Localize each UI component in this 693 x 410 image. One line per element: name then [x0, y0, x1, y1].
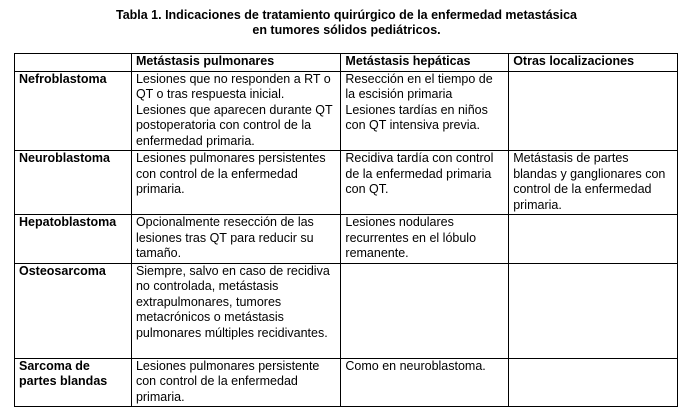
- header-cell-hepaticas: Metástasis hepáticas: [341, 54, 509, 72]
- table-row: [15, 263, 678, 358]
- caption-line-2: en tumores sólidos pediátricos.: [252, 23, 441, 37]
- otras-cell: [509, 71, 678, 151]
- table-caption: [0, 0, 693, 37]
- tumor-name-cell: Neuroblastoma: [15, 151, 132, 215]
- header-cell-tumor: [15, 54, 132, 72]
- pulmonares-cell: Opcionalmente resección de las lesiones tras QT para reducir su tamaño.: [131, 215, 340, 264]
- hepaticas-cell: Lesiones nodulares recurrentes en el lóbulo remanente.: [341, 215, 509, 264]
- otras-cell: Metástasis de partes blandas y ganglionares con control de la enfermedad primaria.: [509, 151, 678, 215]
- otras-cell: [509, 358, 678, 407]
- tumor-name-cell: Sarcoma de partes blandas: [15, 358, 132, 407]
- tumor-name-cell: Osteosarcoma: [15, 263, 132, 358]
- caption-line-1: Tabla 1. Indicaciones de tratamiento quirúrgico de la enfermedad metastásica: [115, 8, 578, 22]
- hepaticas-cell: Como en neuroblastoma.: [341, 358, 509, 407]
- header-cell-pulmonares: Metástasis pulmonares: [131, 54, 340, 72]
- header-cell-otras: Otras localizaciones: [509, 54, 678, 72]
- tumor-name-cell: Nefroblastoma: [15, 71, 132, 151]
- table-row: [15, 215, 678, 264]
- table-header-row: [15, 54, 678, 72]
- pulmonares-cell: Siempre, salvo en caso de recidiva no controlada, metástasis extrapulmonares, tumores metacrónicos o metástasis pulmonares múltiples recidivantes.: [131, 263, 340, 358]
- table-row: [15, 358, 678, 407]
- otras-cell: [509, 215, 678, 264]
- tumor-name-cell: Hepatoblastoma: [15, 215, 132, 264]
- pulmonares-cell: Lesiones pulmonares persistentes con control de la enfermedad primaria.: [131, 151, 340, 215]
- hepaticas-cell: Recidiva tardía con control de la enfermedad primaria con QT.: [341, 151, 509, 215]
- hepaticas-cell: [341, 263, 509, 358]
- hepaticas-cell: Resección en el tiempo de la escisión primaria Lesiones tardías en niños con QT intensiva previa.: [341, 71, 509, 151]
- table-row: [15, 151, 678, 215]
- table-row: [15, 71, 678, 151]
- pulmonares-cell: Lesiones que no responden a RT o QT o tras respuesta inicial. Lesiones que aparecen durante QT postoperatoria con control de la enfermedad primaria.: [131, 71, 340, 151]
- otras-cell: [509, 263, 678, 358]
- indications-table: [14, 53, 678, 407]
- pulmonares-cell: Lesiones pulmonares persistente con control de la enfermedad primaria.: [131, 358, 340, 407]
